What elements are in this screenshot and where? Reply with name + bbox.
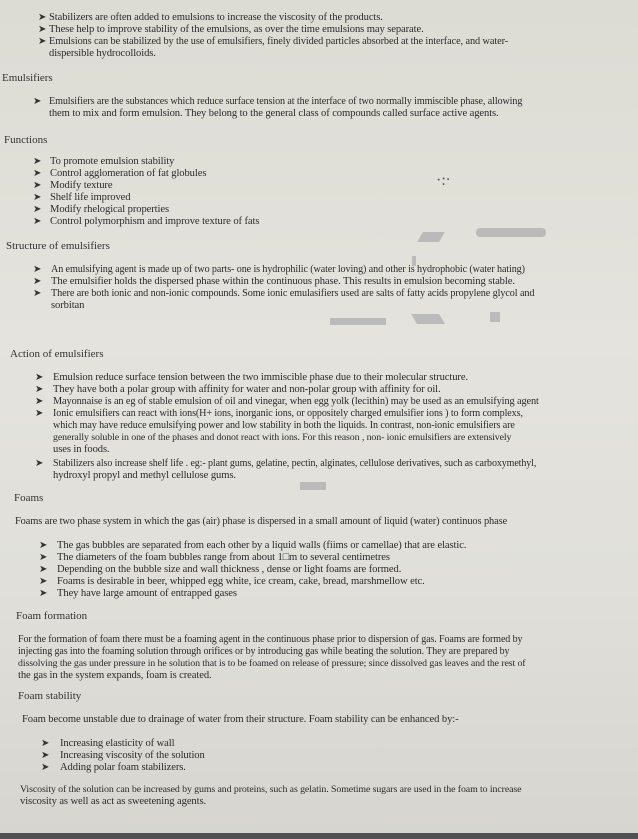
page-edge: [0, 833, 638, 839]
action-text: generally soluble in one of the phases and donot react with ions. For this reason , non- ionic emulsifiers are extensively: [53, 432, 512, 443]
bullet-icon: ➤: [41, 750, 50, 761]
bullet-icon: ➤: [35, 396, 44, 407]
intro-bullet: Emulsions can be stabilized by the use of emulsifiers, finely divided particles absorbed at the interface, and water-: [49, 36, 509, 47]
smudge: [411, 314, 445, 324]
structure-text: An emulsifying agent is made up of two parts- one is hydrophilic (water loving) and other is hydrophobic (water hating): [51, 264, 525, 275]
bullet-icon: ➤: [35, 458, 44, 469]
heading-functions: Functions: [4, 134, 48, 146]
foam-formation-text: dissolving the gas under pressure in he solution that is to be foamed on release of pressure; since dissolved gas leaves and the rest of: [18, 658, 526, 669]
emulsifiers-text: Emulsifiers are the substances which reduce surface tension at the interface of two normally immiscible phase, allowing: [49, 96, 523, 107]
foam-formation-text: the gas in the system expands, foam is created.: [18, 670, 212, 681]
bullet-icon: ➤: [41, 762, 50, 773]
heading-action: Action of emulsifiers: [10, 348, 104, 360]
bullet-icon: ➤: [39, 588, 48, 599]
foams-item: The diameters of the foam bubbles range from about 1□m to several centimetres: [57, 552, 390, 563]
action-text: They have both a polar group with affinity for water and non-polar group with affinity for oil.: [53, 384, 441, 395]
smudge: [490, 312, 500, 322]
smudge: [300, 482, 326, 490]
bullet-icon: ➤: [35, 372, 44, 383]
bullet-icon: ➤: [33, 204, 42, 215]
foam-stability-item: Increasing elasticity of wall: [60, 738, 175, 749]
smudge: [476, 228, 546, 237]
foams-item: Foams is desirable in beer, whipped egg white, ice cream, cake, bread, marshmellow etc.: [57, 576, 425, 587]
action-text: Mayonnaise is an eg of stable emulsion of oil and vinegar, when egg yolk (lecithin) may be used as an emulsifying agent: [53, 396, 539, 407]
functions-item: Modify texture: [50, 180, 113, 191]
foams-item: Depending on the bubble size and wall thickness , dense or light foams are formed.: [57, 564, 402, 575]
action-text: Emulsion reduce surface tension between the two immiscible phase due to their molecular structure.: [53, 372, 468, 383]
bullet-icon: ➤: [39, 576, 48, 587]
functions-item: Modify rhelogical properties: [50, 204, 169, 215]
bullet-icon: ➤: [33, 264, 42, 275]
action-text: hydroxyl propyl and methyl cellulose gums.: [53, 470, 236, 481]
structure-text: sorbitan: [51, 300, 85, 311]
smudge: [330, 318, 386, 325]
action-text: Ionic emulsifiers can react with ions(H+ ions, inorganic ions, or oppositely charged emulsifier ions ) to form complexs,: [53, 408, 523, 419]
emulsifiers-text: them to mix and form emulsion. They belong to the general class of compounds called surface active agents.: [49, 108, 499, 119]
bullet-icon: ➤: [39, 552, 48, 563]
intro-bullet-cont: dispersible hydrocolloids.: [49, 48, 156, 59]
action-text: uses in foods.: [53, 444, 110, 455]
functions-item: Control polymorphism and improve texture of fats: [50, 216, 260, 227]
bullet-icon: ➤: [39, 564, 48, 575]
foam-stability-intro: Foam become unstable due to drainage of water from their structure. Foam stability can be enhanced by:-: [22, 714, 459, 725]
bullet-icon: ➤: [33, 216, 42, 227]
intro-bullet: Stabilizers are often added to emulsions to increase the viscosity of the products.: [49, 12, 383, 23]
bullet-icon: ➤: [35, 408, 44, 419]
bullet-icon: ➤: [35, 384, 44, 395]
bullet-icon: ➤: [38, 36, 47, 47]
bullet-icon: ➤: [38, 24, 47, 35]
bullet-icon: ➤: [33, 156, 42, 167]
bullet-icon: ➤: [33, 180, 42, 191]
functions-item: To promote emulsion stability: [50, 156, 175, 167]
heading-structure: Structure of emulsifiers: [6, 240, 110, 252]
bullet-icon: ➤: [33, 288, 42, 299]
foam-stability-closing: viscosity as well as act as sweetening agents.: [20, 796, 207, 807]
smudge: [417, 232, 445, 242]
heading-foam-stability: Foam stability: [18, 690, 82, 702]
foam-stability-item: Adding polar foam stabilizers.: [60, 762, 186, 773]
bullet-icon: ➤: [39, 540, 48, 551]
foam-stability-closing: Viscosity of the solution can be increased by gums and proteins, such as gelatin. Sometime sugars are used in the foam to increase: [20, 784, 522, 795]
bullet-icon: ➤: [33, 276, 42, 287]
intro-bullet: These help to improve stability of the emulsions, as over the time emulsions may separate.: [49, 24, 424, 35]
bullet-icon: ➤: [33, 168, 42, 179]
foam-formation-text: For the formation of foam there must be a foaming agent in the continuous phase prior to dispersion of gas. Foams are formed by: [18, 634, 523, 645]
bullet-icon: ➤: [38, 12, 47, 23]
structure-text: There are both ionic and non-ionic compounds. Some ionic emulasifiers used are salts of fatty acids propylene glycol and: [51, 288, 535, 299]
heading-foam-formation: Foam formation: [16, 610, 88, 622]
functions-item: Shelf life improved: [50, 192, 131, 203]
functions-item: Control agglomeration of fat globules: [50, 168, 207, 179]
foams-item: They have large amount of entrapped gases: [57, 588, 237, 599]
foams-intro: Foams are two phase system in which the gas (air) phase is dispersed in a small amount of liquid (water) continuos phase: [15, 516, 508, 527]
ink-mark: ·:ᐧ: [436, 172, 450, 189]
action-text: which may have reduce emulsifying power and low stability in both the liquids. In contrast, non-ionic emulsifiers are: [53, 420, 515, 431]
action-text: Stabilizers also increase shelf life . eg:- plant gums, gelatine, pectin, alginates, cellulose derivatives, such as carboxymethyl,: [53, 458, 537, 469]
bullet-icon: ➤: [41, 738, 50, 749]
foam-formation-text: injecting gas into the foaming solution through orifices or by introducing gas while beating the solution. They are prepared by: [18, 646, 510, 657]
bullet-icon: ➤: [33, 192, 42, 203]
foams-item: The gas bubbles are separated from each other by a liquid walls (fiims or camellae) that are elastic.: [57, 540, 467, 551]
heading-foams: Foams: [14, 492, 44, 504]
heading-emulsifiers: Emulsifiers: [2, 72, 53, 84]
foam-stability-item: Increasing viscosity of the solution: [60, 750, 205, 761]
bullet-icon: ➤: [33, 96, 42, 107]
structure-text: The emulsifier holds the dispersed phase within the continuous phase. This results in emulsion becoming stable.: [51, 276, 515, 287]
